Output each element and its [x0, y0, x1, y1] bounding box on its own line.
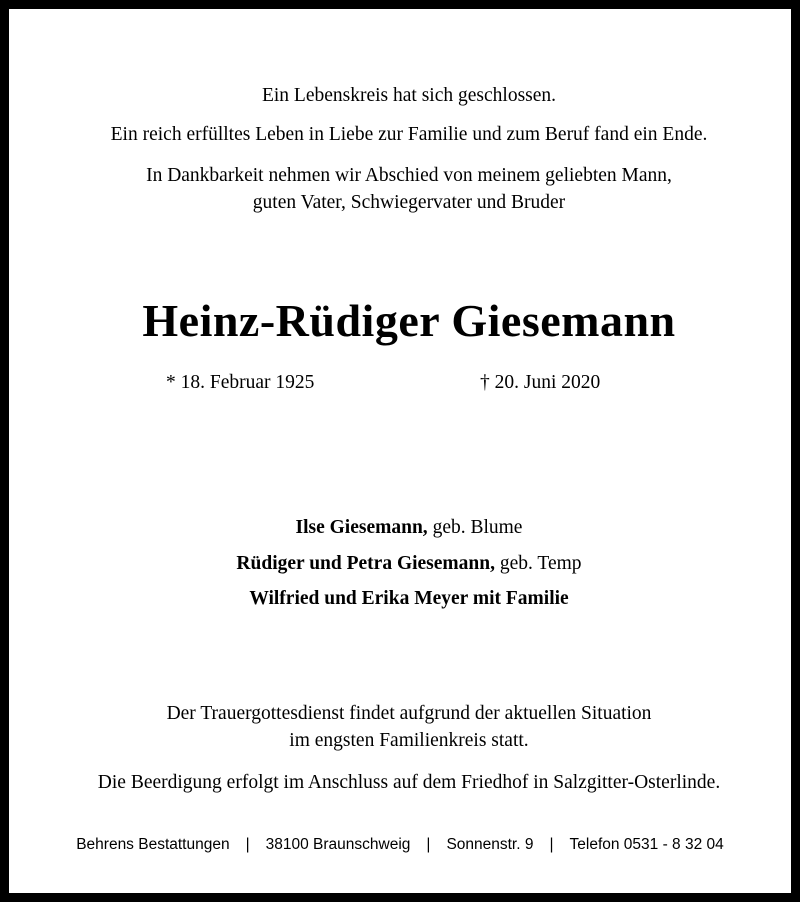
mourner-2 [9, 553, 800, 575]
footer-phone: Telefon 0531 - 8 32 04 [569, 836, 724, 853]
death-date: † 20. Juni 2020 [480, 372, 601, 393]
intro-line-1: Ein Lebenskreis hat sich geschlossen. [261, 85, 557, 106]
mourner-3-name: Wilfried und Erika Meyer mit Familie [249, 588, 569, 609]
notice-line-1: Der Trauergottesdienst findet aufgrund der aktuellen Situation [166, 703, 652, 724]
funeral-home-footer [0, 836, 800, 854]
mourner-1-name: Ilse Giesemann, [295, 517, 428, 538]
mourner-2-name: Rüdiger und Petra Giesemann, [236, 553, 495, 574]
footer-separator-2: | [426, 836, 431, 853]
intro-line-3: In Dankbarkeit nehmen wir Abschied von meinem geliebten Mann, [146, 165, 672, 186]
footer-street: Sonnenstr. 9 [446, 836, 534, 853]
intro-line-2: Ein reich erfülltes Leben in Liebe zur Familie und zum Beruf fand ein Ende. [110, 124, 708, 145]
deceased-name: Heinz-Rüdiger Giesemann [142, 295, 676, 346]
mourner-1-suffix: geb. Blume [427, 517, 523, 538]
notice-line-2: im engsten Familienkreis statt. [289, 730, 529, 751]
footer-separator-1: | [245, 836, 250, 853]
mourner-2-suffix: geb. Temp [495, 553, 582, 574]
footer-separator-3: | [549, 836, 554, 853]
mourner-3 [9, 588, 800, 610]
birth-date: * 18. Februar 1925 [166, 372, 315, 393]
notice-line-3: Die Beerdigung erfolgt im Anschluss auf dem Friedhof in Salzgitter-Osterlinde. [97, 772, 721, 793]
footer-company: Behrens Bestattungen [76, 836, 230, 853]
intro-line-4: guten Vater, Schwiegervater und Bruder [252, 192, 566, 213]
footer-city: 38100 Braunschweig [265, 836, 411, 853]
mourner-1 [9, 517, 800, 539]
